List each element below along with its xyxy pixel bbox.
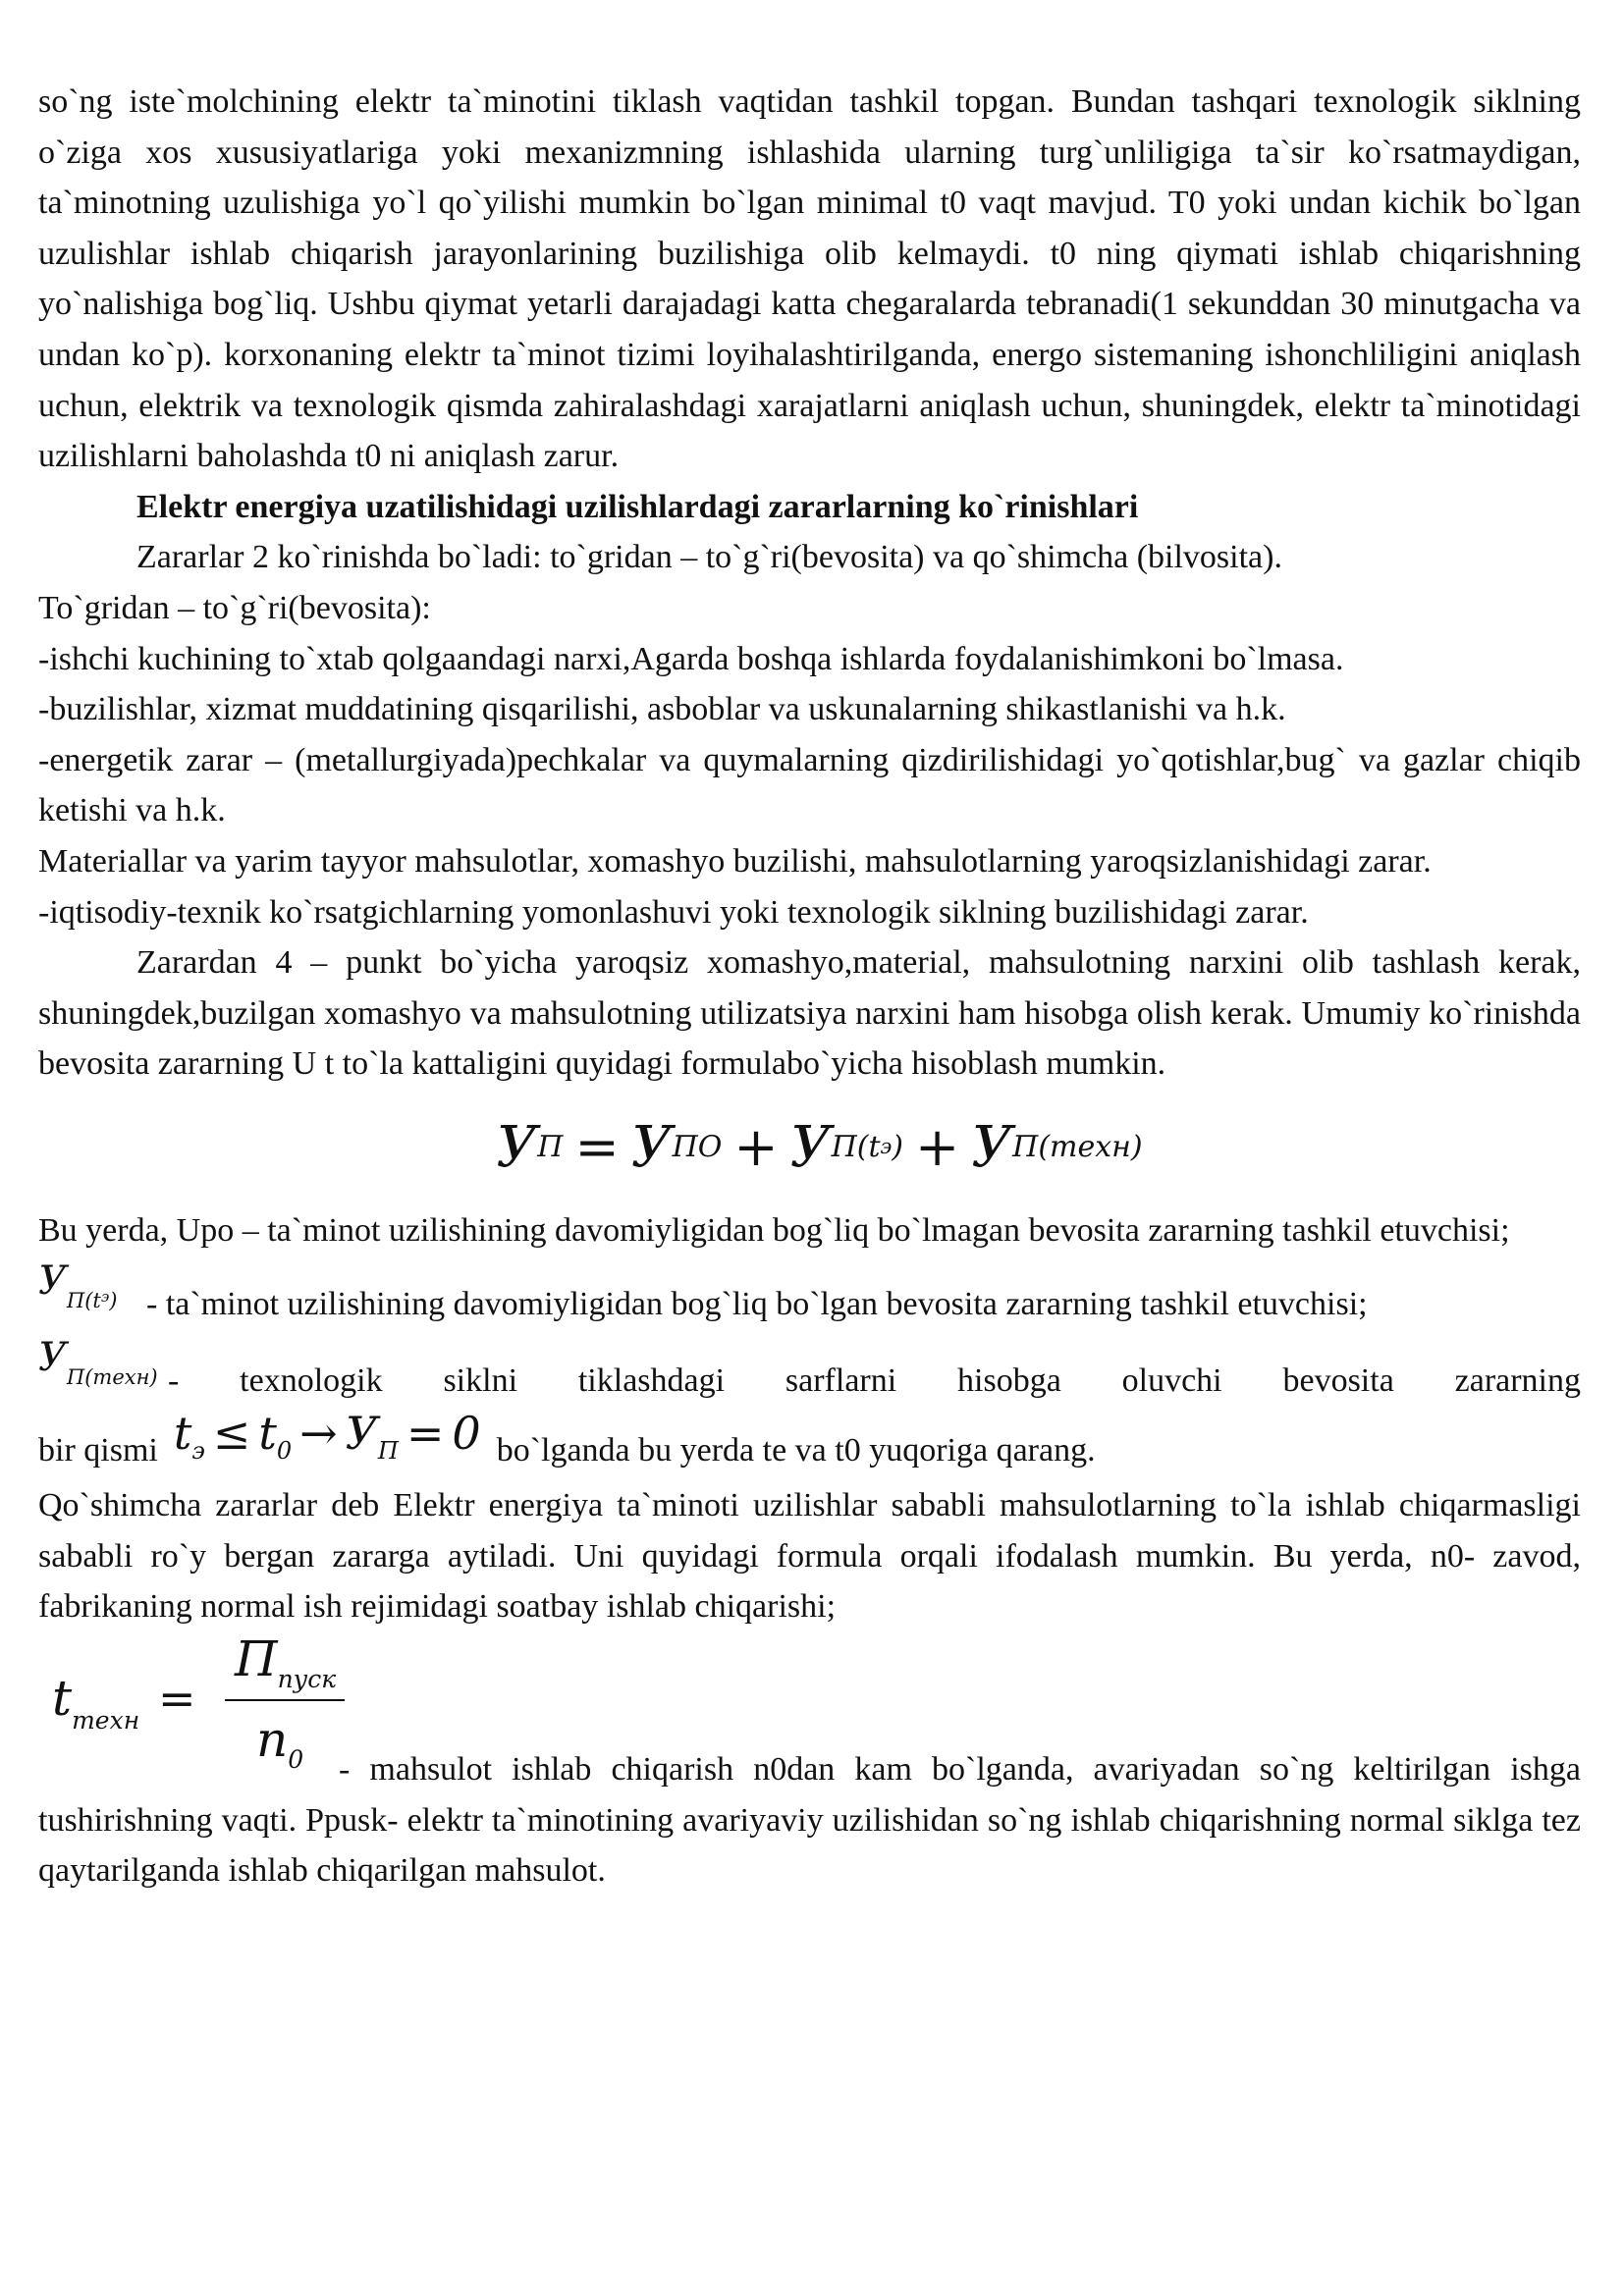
paragraph-direct-title: To`gridan – to`g`ri(bevosita): xyxy=(38,589,431,626)
formula-condition: $t_э \le t_0 \to У_П = 0$ xyxy=(173,1406,481,1465)
fraction-equals: = xyxy=(158,1672,196,1726)
paragraph-additional-damage: Qo`shimcha zararlar deb Elektr energiya ta`minoti uzilishlar sababli mahsulotlarning to`la ishlab chiqarmasligi sababli ro`y bergan zararga aytiladi. Uni quyidagi formula orqali ifodalash mumkin. Bu yerda, n0- zavod, fabrikaning normal ish rejimidagi soatbay ishlab chiqarishi; xyxy=(38,1487,1581,1626)
symbol-u-ptexn: $У_{П(техн)}$ xyxy=(38,1335,158,1390)
paragraph-u-pte-definition: - ta`minot uzilishining davomiyligidan bog`liq bo`lgan bevosita zararning tashkil etuvchisi; xyxy=(146,1286,1368,1323)
fraction-lhs: $t_{техн}$ xyxy=(52,1670,140,1735)
paragraph-startup-definition: - mahsulot ishlab chiqarish n0dan kam bo`lganda, avariyadan so`ng keltirilgan ishga tushirishning vaqti. Ppusk- elektr ta`minotining avariyaviy uzilishidan so`ng ishlab chiqarishning normal siklga tez qaytarilganda ishlab chiqarilgan mahsulot. xyxy=(38,1751,1581,1890)
paragraph-point4: Zarardan 4 – punkt bo`yicha yaroqsiz xomashyo,material, mahsulotning narxini olib tashlash kerak, shuningdek,buzilgan xomashyo va mahsulotning utilizatsiya narxini ham hisobga olish kerak. Umumiy ko`rinishda bevosita zararning U t to`la kattaligini quyidagi formulabo`yicha hisoblash mumkin. xyxy=(38,944,1581,1083)
list-item-breakdowns: -buzilishlar, xizmat muddatining qisqarilishi, asboblar va uskunalarning shikastlanishi va h.k. xyxy=(38,691,1286,728)
list-item-materials: Materiallar va yarim tayyor mahsulotlar, xomashyo buzilishi, mahsulotlarning yaroqsizlanishidagi zarar. xyxy=(38,842,1432,880)
fraction-numerator: $П_{пуск}$ xyxy=(235,1630,337,1694)
paragraph-upo-definition: Bu yerda, Upo – ta`minot uzilishining davomiyligidan bog`liq bo`lmagan bevosita zararning tashkil etuvchisi; xyxy=(38,1211,1510,1249)
formula-startup-time xyxy=(38,1632,1581,1793)
list-item-labor-cost: -ishchi kuchining to`xtab qolgaandagi narxi,Agarda boshqa ishlarda foydalanishimkoni bo`lmasa. xyxy=(38,640,1344,677)
document-page xyxy=(38,77,1581,1896)
fraction-bar xyxy=(225,1699,345,1701)
paragraph-u-ptexn-definition: - texnologik siklni tiklashdagi sarflarni hisobga oluvchi bevosita zararning xyxy=(168,1362,1581,1400)
section-heading: Elektr energiya uzatilishidagi uzilishlardagi zararlarning ko`rinishlari xyxy=(136,488,1139,525)
list-item-economic: -iqtisodiy-texnik ko`rsatgichlarning yomonlashuvi yoki texnologik siklning buzilishidagi zarar. xyxy=(38,893,1309,931)
list-item-energy-loss: -energetik zarar – (metallurgiyada)pechkalar va quymalarning qizdirilishidagi yo`qotishlar,bug` va gazlar chiqib ketishi va h.k. xyxy=(38,741,1581,829)
formula-total-direct-damage: У П = У ПО + У П(t э ) + У П(техн) xyxy=(496,1113,1143,1181)
symbol-u-pte: $У_{П(tэ)}$ xyxy=(38,1258,118,1313)
fraction-denominator: $n_0$ xyxy=(256,1711,304,1775)
paragraph-condition: bir qismi $t_э \le t_0 \to У_П = 0$ bo`lganda bu yerda te va t0 yuqoriga qarang. xyxy=(38,1406,1096,1468)
paragraph-damage-types: Zararlar 2 ko`rinishda bo`ladi: to`gridan – to`g`ri(bevosita) va qo`shimcha (bilvosita). xyxy=(136,539,1282,576)
paragraph-intro: so`ng iste`molchining elektr ta`minotini tiklash vaqtidan tashkil topgan. Bundan tashqari texnologik siklning o`ziga xos xususiyatlariga yoki mexanizmning ishlashida ularning turg`unliligiga ta`sir ko`rsatmaydigan, ta`minotning uzulishiga yo`l qo`yilishi mumkin bo`lgan minimal t0 vaqt mavjud. T0 yoki undan kichik bo`lgan uzulishlar ishlab chiqarish jarayonlarining buzilishiga olib kelmaydi. t0 ning qiymati ishlab chiqarishning yo`nalishiga bog`liq. Ushbu qiymat yetarli darajadagi katta chegaralarda tebranadi(1 sekunddan 30 minutgacha va undan ko`p). korxonaning elektr ta`minot tizimi loyihalashtirilganda, energo sistemaning ishonchliligini aniqlash uchun, elektrik va texnologik qismda zahiralashdagi xarajatlarni aniqlash uchun, shuningdek, elektr ta`minotidagi uzilishlarni baholashda t0 ni aniqlash zarur. xyxy=(38,83,1581,475)
